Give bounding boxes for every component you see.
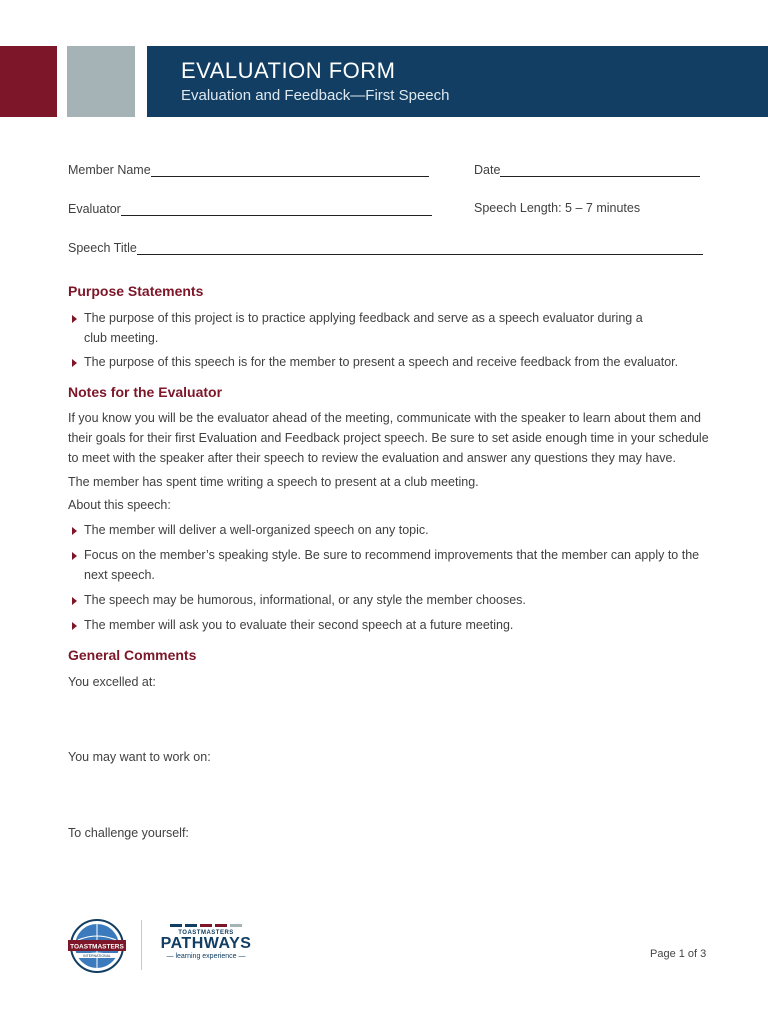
member-name-label: Member Name [68, 163, 151, 177]
date-field [474, 162, 700, 177]
notes-line-member: The member has spent time writing a speech to present at a club meeting. [68, 475, 479, 489]
pathways-title: PATHWAYS [160, 935, 252, 952]
bullet-text: The member will ask you to evaluate their second speech at a future meeting. [84, 618, 514, 632]
purpose-heading: Purpose Statements [68, 283, 204, 299]
work-on-label: You may want to work on: [68, 750, 211, 764]
excelled-label: You excelled at: [68, 675, 156, 689]
pathways-small-label: TOASTMASTERS [178, 930, 234, 936]
notes-about: About this speech: [68, 498, 171, 512]
evaluator-field [68, 201, 432, 216]
notes-bullet-3 [68, 591, 526, 611]
bullet-arrow-icon [72, 622, 77, 630]
notes-heading: Notes for the Evaluator [68, 384, 223, 400]
form-subtitle: Evaluation and Feedback—First Speech [181, 87, 450, 104]
speech-title-input[interactable] [137, 240, 703, 255]
date-input[interactable] [500, 162, 700, 177]
header-banner [147, 46, 768, 117]
purpose-bullet-1 [68, 309, 643, 329]
bullet-arrow-icon [72, 527, 77, 535]
notes-para-line-2: their goals for their first Evaluation and Feedback project speech. Be sure to set aside enough time in your schedule [68, 431, 709, 445]
notes-para-line-3: to meet with the speaker after their speech to review the evaluation and answer any questions they may have. [68, 451, 676, 465]
date-label: Date [474, 163, 501, 177]
page-number: Page 1 of 3 [650, 948, 707, 960]
pathways-tagline: — learning experience — [166, 953, 246, 960]
header-maroon-block [0, 46, 57, 117]
footer-divider [141, 920, 142, 970]
speech-length: Speech Length: 5 – 7 minutes [474, 201, 641, 215]
bullet-arrow-icon [72, 552, 77, 560]
toastmasters-logo [66, 918, 128, 974]
pathways-bars [152, 924, 260, 927]
svg-text:TOASTMASTERS: TOASTMASTERS [70, 943, 124, 951]
bullet-text: The speech may be humorous, informational, or any style the member chooses. [84, 593, 526, 607]
evaluator-input[interactable] [121, 201, 432, 216]
notes-bullet-2-cont: next speech. [84, 568, 155, 582]
member-name-input[interactable] [151, 162, 429, 177]
bullet-text: The purpose of this project is to practice applying feedback and serve as a speech evaluator during a [84, 311, 643, 325]
purpose-bullet-1-cont: club meeting. [84, 331, 159, 345]
svg-text:INTERNATIONAL: INTERNATIONAL [83, 954, 111, 958]
purpose-bullet-2 [68, 353, 678, 373]
speech-title-field [68, 240, 703, 255]
bullet-arrow-icon [72, 597, 77, 605]
speech-title-label: Speech Title [68, 241, 137, 255]
bullet-text: Focus on the member’s speaking style. Be sure to recommend improvements that the member can apply to the [84, 548, 700, 562]
bullet-arrow-icon [72, 315, 77, 323]
general-heading: General Comments [68, 647, 197, 663]
notes-para-line-1: If you know you will be the evaluator ahead of the meeting, communicate with the speaker to learn about them and [68, 411, 702, 425]
form-title: EVALUATION FORM [181, 58, 396, 83]
header-gray-block [67, 46, 135, 117]
bullet-arrow-icon [72, 359, 77, 367]
pathways-logo [152, 924, 260, 974]
notes-bullet-4 [68, 616, 513, 636]
notes-bullet-1 [68, 521, 429, 541]
challenge-label: To challenge yourself: [68, 826, 189, 840]
bullet-text: The member will deliver a well-organized speech on any topic. [84, 523, 429, 537]
member-name-field [68, 162, 429, 177]
bullet-text: The purpose of this speech is for the member to present a speech and receive feedback from the evaluator. [84, 355, 679, 369]
evaluator-label: Evaluator [68, 202, 121, 216]
notes-bullet-2 [68, 546, 699, 566]
